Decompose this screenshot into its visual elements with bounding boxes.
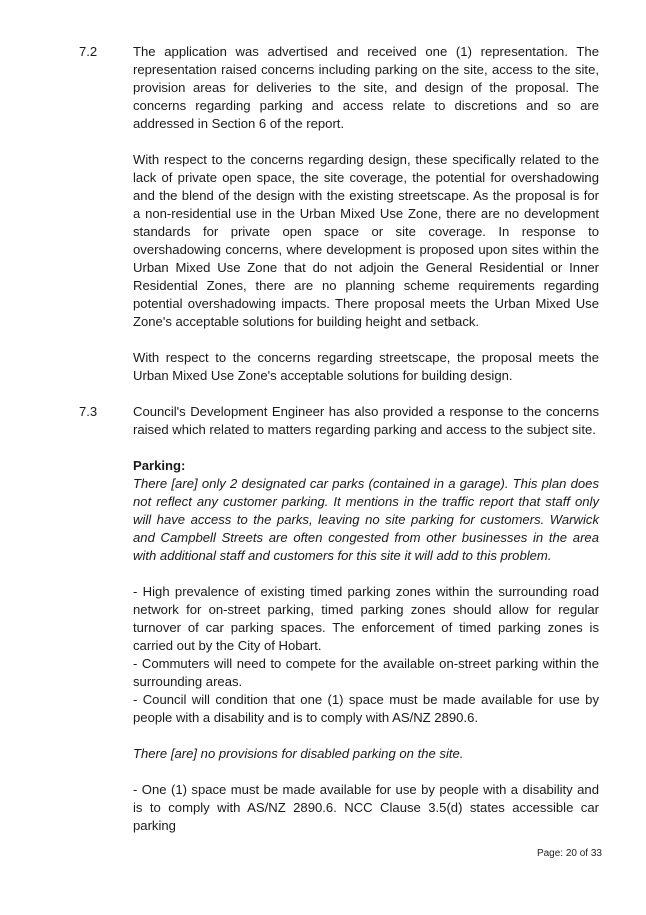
response-item: - High prevalence of existing timed parking zones within the surrounding road network for on-street parking, timed parking zones should allow for regular turnover of car parking spaces. The enforcement of timed parking zones is carried out by the City of Hobart. (133, 584, 599, 653)
representation-quote: There [are] only 2 designated car parks (contained in a garage). This plan does not reflect any customer parking. It mentions in the traffic report that staff only will have access to the parks, leaving no site parking for customers. Warwick and Campbell Streets are often congested from other businesses in the area with additional staff and customers for this site it will add to this problem. (133, 476, 599, 563)
page-number: Page: 20 of 33 (536, 848, 602, 859)
paragraph: Council's Development Engineer has also provided a response to the concerns raised which related to matters regarding parking and access to the subject site. (133, 404, 599, 437)
response-item: - One (1) space must be made available for use by people with a disability and is to comply with AS/NZ 2890.6. NCC Clause 3.5(d) states accessible car parking (133, 782, 599, 833)
parking-heading: Parking: (133, 458, 186, 473)
section-body (133, 403, 599, 835)
response-item: - Council will condition that one (1) space must be made available for use by people with a disability and is to comply with AS/NZ 2890.6. (133, 692, 599, 725)
paragraph: The application was advertised and received one (1) representation. The representation raised concerns including parking on the site, access to the site, provision areas for deliveries to the site, and design of the proposal. The concerns regarding parking and access relate to discretions and so are addressed in Section 6 of the report. (133, 44, 599, 131)
paragraph: With respect to the concerns regarding design, these specifically related to the lack of private open space, the site coverage, the potential for overshadowing and the blend of the design with the existing streetscape. As the proposal is for a non-residential use in the Urban Mixed Use Zone, there are no development standards for private open space or site coverage. In response to overshadowing concerns, where development is proposed upon sites within the Urban Mixed Use Zone that do not adjoin the General Residential or Inner Residential Zones, there are no planning scheme requirements regarding potential overshadowing impacts. There proposal meets the Urban Mixed Use Zone's acceptable solutions for building height and setback. (133, 152, 599, 329)
representation-quote: There [are] no provisions for disabled parking on the site. (133, 746, 464, 761)
section-body (133, 43, 599, 385)
section-number: 7.3 (79, 404, 98, 419)
paragraph: With respect to the concerns regarding streetscape, the proposal meets the Urban Mixed Use Zone's acceptable solutions for building design. (133, 350, 599, 383)
section-number: 7.2 (79, 44, 98, 59)
response-item: - Commuters will need to compete for the available on-street parking within the surrounding areas. (133, 656, 599, 689)
